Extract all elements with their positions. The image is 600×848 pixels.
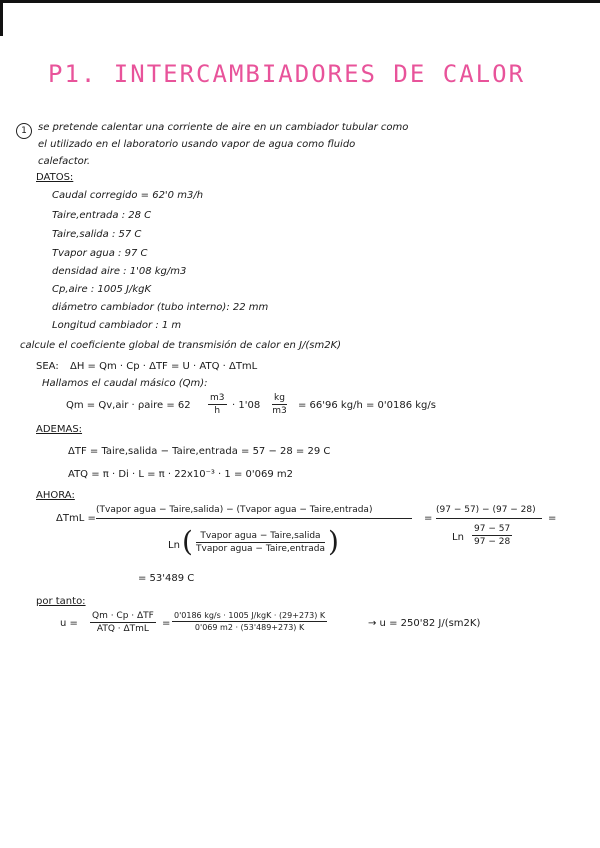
ahora-label: AHORA: bbox=[36, 490, 75, 501]
ln-values-fraction-den: 97 − 28 bbox=[474, 537, 511, 547]
sea-equation: ΔH = Qm · Cp · ΔTF = U · ATQ · ΔTmL bbox=[70, 361, 258, 372]
u-result: → u = 250'82 J/(sm2K) bbox=[368, 618, 481, 629]
atq-equation: ATQ = π · Di · L = π · 22x10⁻³ · 1 = 0'069 m2 bbox=[68, 469, 293, 480]
u-fraction-num: Qm · Cp · ΔTF bbox=[92, 611, 154, 621]
datos-label: DATOS: bbox=[36, 172, 74, 183]
equals-sign: = bbox=[162, 618, 171, 629]
page-title: P1. INTERCAMBIADORES DE CALOR bbox=[48, 60, 526, 88]
qm-rhs: = 66'96 kg/h = 0'0186 kg/s bbox=[298, 400, 436, 411]
dtml-label: ΔTmL = bbox=[56, 513, 96, 524]
ln-values-fraction bbox=[472, 524, 512, 547]
ln-label: Ln bbox=[168, 540, 180, 551]
intro-line-3: calefactor. bbox=[38, 156, 91, 167]
qm-fraction-2-den: m3 bbox=[272, 406, 287, 416]
datos-item: densidad aire : 1'08 kg/m3 bbox=[52, 266, 187, 277]
portanto-label: por tanto: bbox=[36, 596, 86, 607]
qm-fraction-2-num: kg bbox=[274, 393, 285, 403]
qm-fraction-1 bbox=[208, 393, 227, 416]
problem-number: 1 bbox=[16, 123, 32, 139]
intro-line-1: se pretende calentar una corriente de aire en un cambiador tubular como bbox=[38, 122, 409, 133]
ln-fraction-den: Tvapor agua − Taire,entrada bbox=[196, 544, 325, 554]
u-fraction-den: ATQ · ΔTmL bbox=[96, 624, 149, 634]
datos-item: Caudal corregido = 62'0 m3/h bbox=[52, 190, 204, 201]
dtml-fraction-bar bbox=[96, 518, 412, 519]
dtf-equation: ΔTF = Taire,salida − Taire,entrada = 57 − 28 = 29 C bbox=[68, 446, 331, 457]
dtml-result: = 53'489 C bbox=[138, 573, 195, 584]
qm-mid: · 1'08 bbox=[232, 400, 261, 411]
calcule-line: calcule el coeficiente global de transmisión de calor en J/(sm2K) bbox=[20, 340, 342, 351]
ln-open-paren: ( bbox=[182, 525, 193, 558]
ln-close-paren: ) bbox=[328, 525, 339, 558]
u-fraction-symbolic bbox=[90, 611, 156, 634]
dtml-numerator: (Tvapor agua − Taire,salida) − (Tvapor agua − Taire,entrada) bbox=[96, 505, 373, 515]
qm-fraction-2 bbox=[272, 393, 287, 416]
ln-fraction-num: Tvapor agua − Taire,salida bbox=[196, 531, 325, 543]
datos-item: Taire,entrada : 28 C bbox=[52, 210, 152, 221]
ln-fraction bbox=[196, 531, 325, 554]
ln-values-fraction-num: 97 − 57 bbox=[474, 524, 511, 534]
equals-sign: = bbox=[548, 513, 557, 524]
datos-item: Tvapor agua : 97 C bbox=[52, 248, 148, 259]
ln-label-values: Ln bbox=[452, 532, 464, 543]
left-border-tick bbox=[0, 0, 3, 36]
qm-lhs: Qm = Qv,air · ρaire = 62 bbox=[66, 400, 191, 411]
datos-item: diámetro cambiador (tubo interno): 22 mm bbox=[52, 302, 269, 313]
dtml-values-fraction-bar bbox=[436, 518, 542, 519]
datos-item: Cp,aire : 1005 J/kgK bbox=[52, 284, 152, 295]
equals-sign: = bbox=[424, 513, 433, 524]
ademas-label: ADEMAS: bbox=[36, 424, 83, 435]
qm-fraction-1-num: m3 bbox=[210, 393, 225, 403]
hallamos-line: Hallamos el caudal másico (Qm): bbox=[42, 378, 208, 389]
u-fraction-numeric bbox=[172, 611, 327, 632]
datos-item: Taire,salida : 57 C bbox=[52, 229, 142, 240]
qm-fraction-1-den: h bbox=[214, 406, 221, 416]
u-fraction-numeric-num: 0'0186 kg/s · 1005 J/kgK · (29+273) K bbox=[174, 611, 326, 620]
datos-item: Longitud cambiador : 1 m bbox=[52, 320, 182, 331]
dtml-numerator-values: (97 − 57) − (97 − 28) bbox=[436, 505, 536, 515]
u-label: u = bbox=[60, 618, 78, 629]
top-border bbox=[0, 0, 600, 3]
u-fraction-numeric-den: 0'069 m2 · (53'489+273) K bbox=[194, 623, 305, 632]
intro-line-2: el utilizado en el laboratorio usando vapor de agua como fluido bbox=[38, 139, 356, 150]
sea-label: SEA: bbox=[36, 361, 59, 372]
